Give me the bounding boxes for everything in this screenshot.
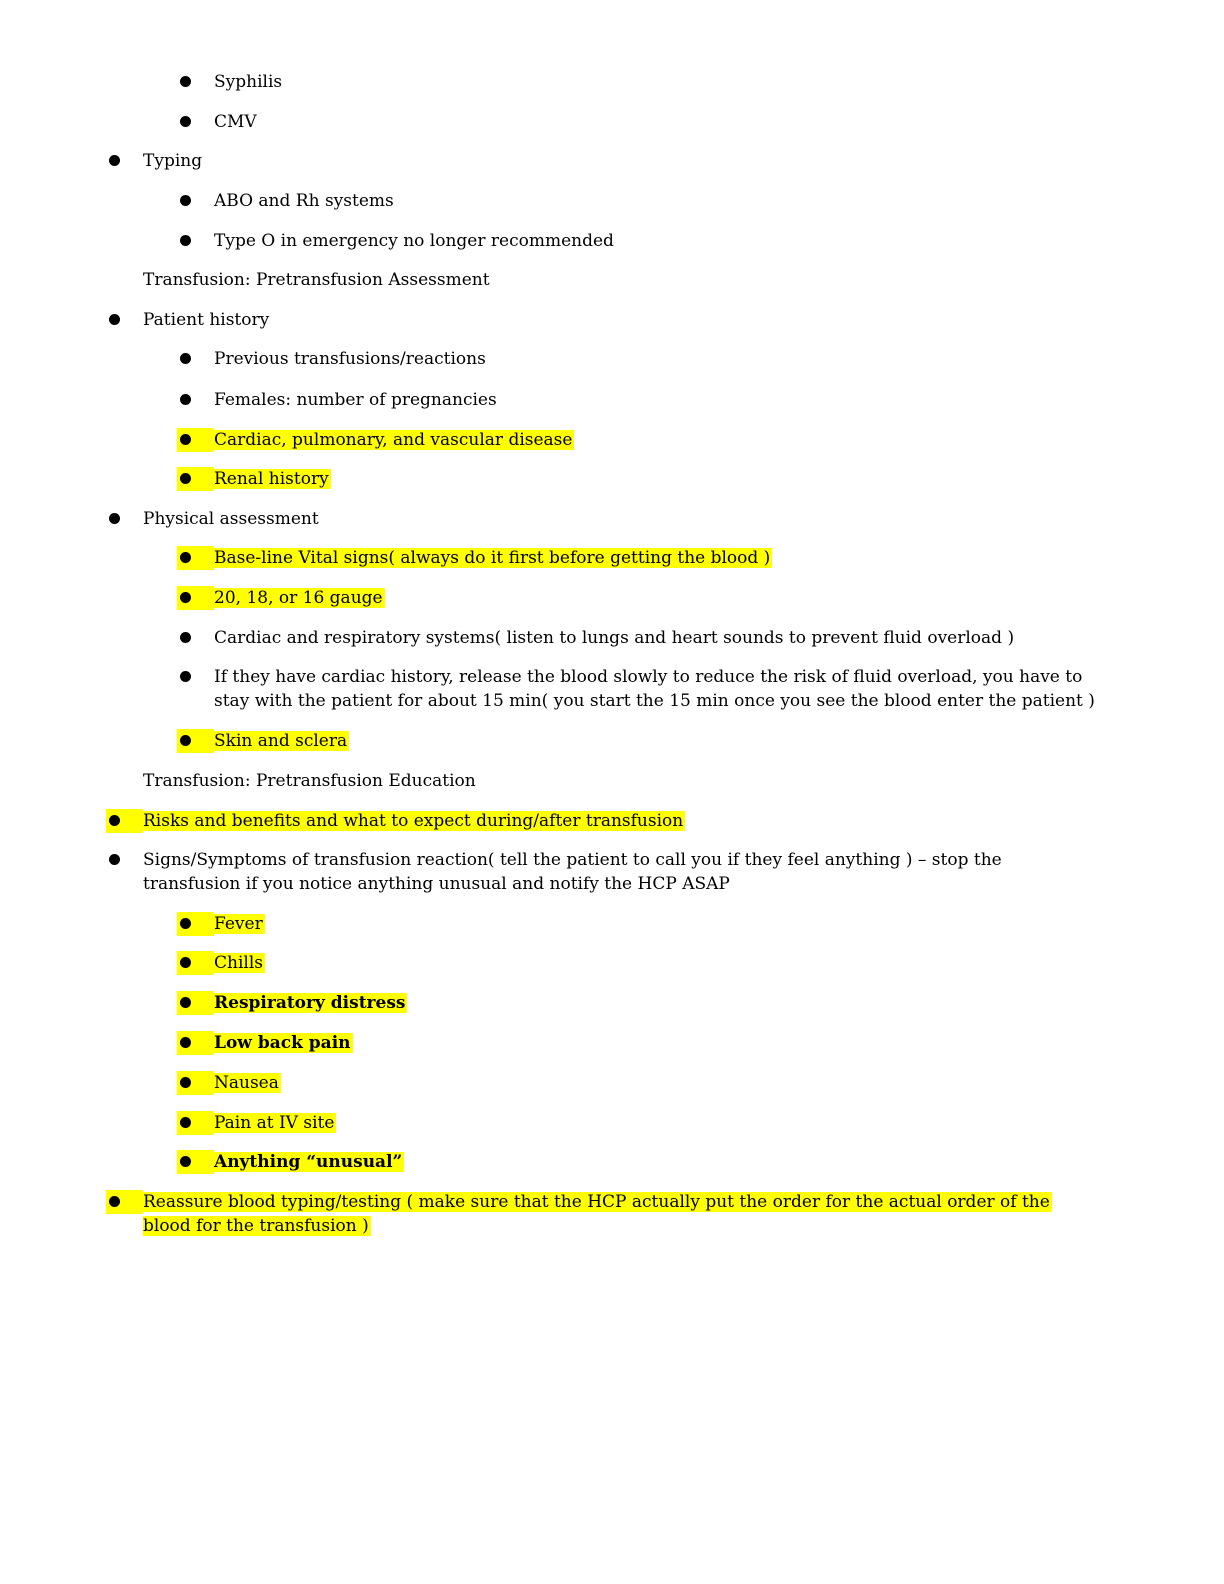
list-item-line: Respiratory distress (214, 993, 406, 1013)
list-item-text (143, 268, 492, 292)
bullet-icon (109, 854, 120, 865)
list-item-line: Typing (143, 151, 203, 171)
bullet-icon (180, 394, 191, 405)
list-item-line: Chills (214, 953, 263, 973)
bullet-icon (109, 815, 120, 826)
list-item-text (214, 665, 1097, 713)
list-item-text (214, 1111, 336, 1135)
list-item-line: ABO and Rh systems (214, 191, 394, 211)
list-item-line: If they have cardiac history, release the blood slowly to reduce the risk of fluid overload, you have to (214, 667, 1083, 687)
list-item-line: Nausea (214, 1073, 279, 1093)
bullet-icon (180, 473, 191, 484)
list-item-line: Syphilis (214, 72, 283, 92)
bullet-icon (180, 1037, 191, 1048)
list-item-line: Fever (214, 914, 263, 934)
list-item-line: Females: number of pregnancies (214, 390, 497, 410)
list-item-text (214, 229, 616, 253)
list-item-text (214, 388, 499, 412)
list-item-text (214, 626, 1016, 650)
list-item-line: Signs/Symptoms of transfusion reaction( tell the patient to call you if they feel anything ) – stop the (143, 850, 1002, 870)
list-item-line: Pain at IV site (214, 1113, 335, 1133)
list-item-text (214, 991, 407, 1015)
list-item-text (143, 848, 1004, 896)
list-item-text (214, 912, 265, 936)
list-item-text (214, 467, 331, 491)
bullet-icon (109, 314, 120, 325)
list-item-line: 20, 18, or 16 gauge (214, 588, 383, 608)
bullet-icon (180, 997, 191, 1008)
bullet-icon (180, 195, 191, 206)
list-item-text (143, 149, 204, 173)
bullet-icon (180, 353, 191, 364)
bullet-icon (180, 76, 191, 87)
bullet-icon (109, 513, 120, 524)
list-item-line: CMV (214, 112, 257, 132)
list-item-text (214, 546, 772, 570)
list-item-line: Patient history (143, 310, 270, 330)
list-item-text (214, 1031, 353, 1055)
list-item-text (214, 729, 349, 753)
list-item-line: Low back pain (214, 1033, 351, 1053)
bullet-icon (180, 1156, 191, 1167)
bullet-icon (180, 552, 191, 563)
list-item-line: Cardiac and respiratory systems( listen to lungs and heart sounds to prevent fluid overload ) (214, 628, 1015, 648)
bullet-icon (180, 434, 191, 445)
bullet-icon (180, 235, 191, 246)
list-item-line: Skin and sclera (214, 731, 348, 751)
list-item-line: Transfusion: Pretransfusion Assessment (143, 270, 490, 290)
list-item-text (214, 586, 385, 610)
list-item-line: Type O in emergency no longer recommended (214, 231, 614, 251)
list-item-line: Cardiac, pulmonary, and vascular disease (214, 430, 573, 450)
list-item-text (143, 507, 321, 531)
list-item-line: Transfusion: Pretransfusion Education (143, 771, 476, 791)
list-item-text (214, 70, 284, 94)
list-item-text (143, 1190, 1052, 1238)
list-item-text (214, 189, 396, 213)
list-item-text (214, 1150, 404, 1174)
list-item-line: Base-line Vital signs( always do it first before getting the blood ) (214, 548, 771, 568)
list-item-line: transfusion if you notice anything unusual and notify the HCP ASAP (143, 874, 730, 894)
bullet-icon (180, 592, 191, 603)
list-item-text (214, 951, 265, 975)
bullet-icon (180, 957, 191, 968)
bullet-icon (180, 116, 191, 127)
list-item-text (214, 110, 259, 134)
list-item-line: Risks and benefits and what to expect during/after transfusion (143, 811, 684, 831)
list-item-text (214, 347, 488, 371)
list-item-line: blood for the transfusion ) (143, 1216, 369, 1236)
list-item-line: stay with the patient for about 15 min( you start the 15 min once you see the blood enter the patient ) (214, 691, 1095, 711)
list-item-text (143, 809, 685, 833)
list-item-text (143, 769, 478, 793)
list-item-line: Physical assessment (143, 509, 319, 529)
bullet-icon (180, 632, 191, 643)
list-item-line: Reassure blood typing/testing ( make sure that the HCP actually put the order for the actual order of the (143, 1192, 1050, 1212)
list-item-text (214, 428, 574, 452)
list-item-line: Anything “unusual” (214, 1152, 403, 1172)
list-item-line: Renal history (214, 469, 329, 489)
bullet-icon (180, 735, 191, 746)
bullet-icon (180, 1077, 191, 1088)
bullet-icon (109, 1196, 120, 1207)
bullet-icon (180, 1117, 191, 1128)
bullet-icon (109, 155, 120, 166)
bullet-icon (180, 671, 191, 682)
list-item-text (214, 1071, 281, 1095)
list-item-text (143, 308, 271, 332)
bullet-icon (180, 918, 191, 929)
list-item-line: Previous transfusions/reactions (214, 349, 486, 369)
